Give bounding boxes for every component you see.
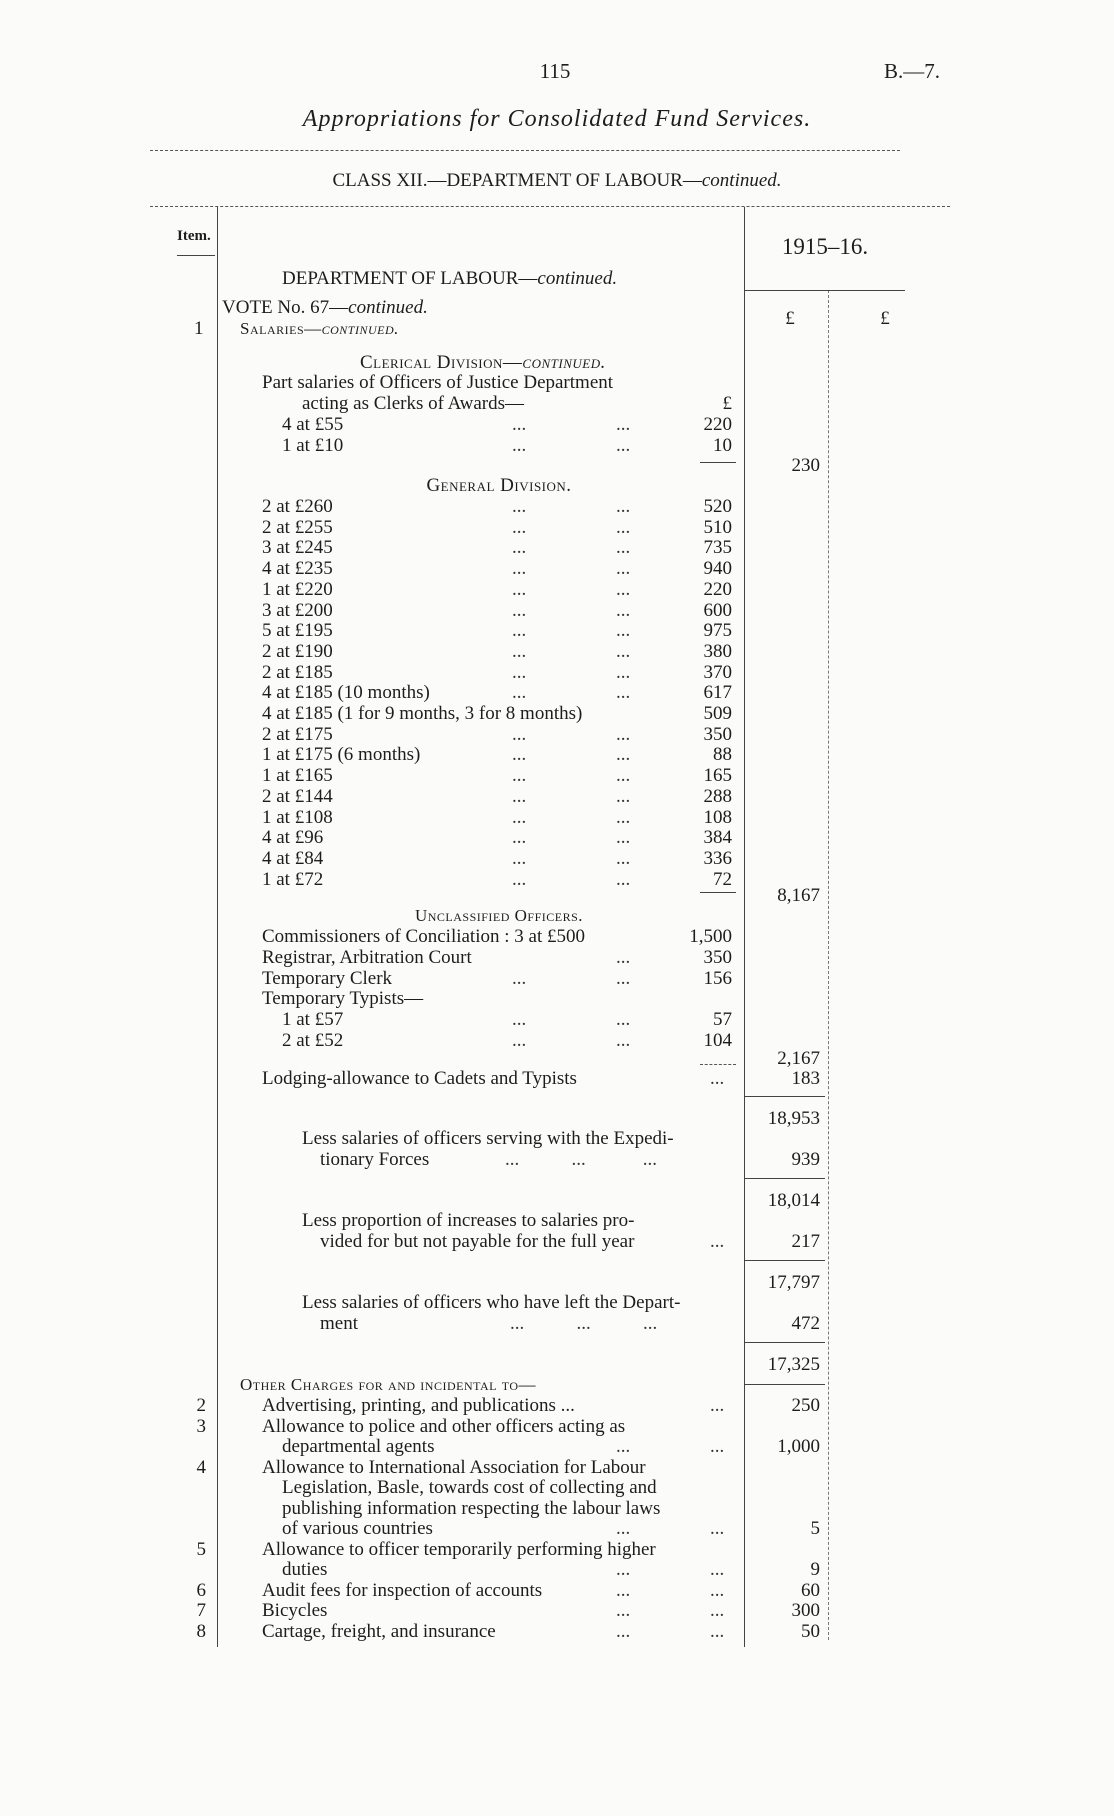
typists-label: Temporary Typists— [262,988,424,1009]
less-increases-line2: vided for but not payable for the full year [320,1231,635,1252]
general-row-label: 1 at £165 [262,765,333,787]
dot-leader: ... [616,868,631,890]
general-row-value: 975 [703,620,732,642]
dot-leader: ... [710,1436,725,1457]
other-item-number: 2 [196,1395,206,1416]
unclassified-row-value: 156 [703,968,732,989]
general-row-label: 2 at £190 [262,640,333,662]
dot-leader: ... [710,1620,725,1642]
clerical-total: 230 [791,455,820,476]
lodging-leader: ... [710,1068,725,1089]
clerical-row-value: 10 [713,435,732,456]
general-row-value: 520 [703,496,732,517]
unclassified-row-label: Registrar, Arbitration Court [262,947,472,968]
less-expeditionary-value: 939 [791,1149,820,1170]
dot-leader: ... [512,682,527,704]
subtotal-2: 18,014 [767,1190,820,1211]
subtotal-4: 17,325 [767,1354,820,1375]
dot-leader: ... [710,1600,725,1621]
item-header-rule [177,255,215,256]
dot-leader: ... [616,947,631,968]
vote-heading: VOTE No. 67—continued. [222,297,428,318]
subtotal4-rule [745,1342,825,1343]
dot-leader: ... [512,827,527,849]
dot-leader: ... [512,868,527,890]
lodging-label: Lodging-allowance to Cadets and Typists [262,1068,577,1089]
dot-leader: ... [512,785,527,807]
dot-leader: ... [512,599,527,621]
typist-row-label: 2 at £52 [282,1030,344,1051]
general-heading: General Division. [426,475,572,496]
general-total: 8,167 [777,885,820,906]
other-item-value: 1,000 [777,1436,820,1457]
general-row-label: 4 at £185 (1 for 9 months, 3 for 8 months) [262,703,583,724]
dot-leader: ... [512,537,527,559]
clerical-row-label: 1 at £10 [282,435,344,456]
dot-leader: ... [512,496,527,517]
dot-leader: ... [616,620,631,642]
other-item-text: Audit fees for inspection of accounts [262,1579,543,1601]
clerical-desc-1: Part salaries of Officers of Justice Department [262,372,614,393]
dot-leader: ... [616,1009,631,1030]
dot-leader: ... [616,516,631,538]
other-item-text: Cartage, freight, and insurance [262,1620,496,1642]
general-row-value: 509 [703,703,732,724]
other-item-number: 4 [196,1456,206,1478]
lodging-value: 183 [791,1068,820,1089]
typist-row-label: 1 at £57 [282,1009,344,1030]
less-increases-value: 217 [791,1231,820,1252]
general-row-label: 3 at £200 [262,599,333,621]
dot-leader: ... [512,723,527,745]
other-item-text: publishing information respecting the labour laws [282,1497,661,1519]
unclassified-rule [700,1064,736,1065]
less-expeditionary-line2: tionary Forces [320,1149,430,1170]
general-row-value: 380 [703,640,732,662]
other-item-value: 300 [791,1600,820,1621]
dot-leader: ... [710,1518,725,1539]
general-row-value: 940 [703,558,732,580]
other-item-text: of various countries [282,1518,433,1539]
other-item-text: Advertising, printing, and publications ... [262,1395,575,1416]
general-row-value: 617 [703,682,732,704]
clerical-desc-2: acting as Clerks of Awards— [302,393,524,414]
other-item-value: 50 [801,1620,820,1642]
dot-leader: ... [616,1518,631,1539]
general-row-value: 165 [703,765,732,787]
other-item-text: Legislation, Basle, towards cost of collecting and [282,1477,657,1498]
dot-leader: ... [616,496,631,517]
unclassified-row-value: 1,500 [689,926,732,947]
dot-leader: ... [616,1436,631,1457]
year-underline [745,290,905,291]
dot-leader: ... [616,537,631,559]
less-expeditionary-line1: Less salaries of officers serving with the Expedi- [302,1128,674,1149]
salaries-heading: Salaries—continued. [240,319,399,338]
other-item-text: Bicycles [262,1600,328,1621]
dot-leader: ... [512,414,527,435]
general-row-label: 4 at £84 [262,847,324,869]
dot-leader: ... [710,1559,725,1580]
general-row-value: 370 [703,661,732,683]
less-left-value: 472 [791,1313,820,1334]
dot-leader: ... [616,661,631,683]
general-row-value: 108 [703,806,732,828]
subtotal2-rule [745,1178,825,1179]
dot-leader: ... [616,785,631,807]
dot-leader: ... [616,806,631,828]
other-item-number: 7 [196,1600,206,1621]
general-row-value: 220 [703,578,732,600]
other-item-number: 8 [196,1620,206,1642]
general-row-label: 4 at £185 (10 months) [262,682,430,704]
dot-leader: ... [512,968,527,989]
other-item-value: 250 [791,1395,820,1416]
item-header: Item. [177,228,211,244]
dot-leader: ... [512,765,527,787]
dot-leader: ... [616,1620,631,1642]
year-header: 1915–16. [781,234,869,259]
dot-leader: ... [512,620,527,642]
dot-leader: ... [616,414,631,435]
general-row-label: 5 at £195 [262,620,333,642]
general-row-label: 1 at £72 [262,868,324,890]
dot-leader: ... [616,744,631,766]
less3-leader: ... ... ... [510,1313,658,1334]
dot-leader: ... [616,578,631,600]
clerical-pound: £ [722,393,732,414]
dot-leader: ... [512,661,527,683]
general-row-value: 735 [703,537,732,559]
dot-leader: ... [616,968,631,989]
amount-column-rule [744,207,745,1647]
other-item-number: 6 [196,1579,206,1601]
pound-column-1: £ [785,308,795,329]
general-row-label: 2 at £144 [262,785,333,807]
general-row-label: 3 at £245 [262,537,333,559]
general-row-label: 4 at £96 [262,827,324,849]
general-row-label: 4 at £235 [262,558,333,580]
general-row-label: 1 at £108 [262,806,333,828]
dot-leader: ... [616,723,631,745]
dot-leader: ... [512,744,527,766]
general-row-label: 2 at £175 [262,723,333,745]
clerical-rule [700,462,736,463]
amount-split-rule [828,290,829,1640]
clerical-row-label: 4 at £55 [282,414,344,435]
subtotal-1: 18,953 [767,1108,820,1129]
general-row-value: 600 [703,599,732,621]
dot-leader: ... [616,435,631,456]
typist-row-value: 104 [703,1030,732,1051]
dot-leader: ... [616,1579,631,1601]
less-left-line2: ment [320,1313,358,1334]
class-heading: CLASS XII.—DEPARTMENT OF LABOUR—continued. [332,170,782,191]
unclassified-total: 2,167 [777,1048,820,1069]
dot-leader: ... [710,1579,725,1601]
less1-leader: ... ... ... [505,1149,657,1170]
other-item-value: 9 [810,1559,820,1580]
dot-leader: ... [616,599,631,621]
general-row-label: 2 at £185 [262,661,333,683]
clerical-heading: Clerical Division—continued. [360,352,606,373]
general-row-label: 2 at £255 [262,516,333,538]
typist-row-value: 57 [713,1009,732,1030]
general-row-label: 1 at £175 (6 months) [262,744,421,766]
page-title: Appropriations for Consolidated Fund Services. [302,106,812,132]
other-item-text: Allowance to officer temporarily performing higher [262,1538,656,1560]
table-top-rule [150,206,950,207]
unclassified-row-value: 350 [703,947,732,968]
title-rule [150,150,900,151]
other-charges-rule [745,1384,825,1385]
dot-leader: ... [512,516,527,538]
clerical-row-value: 220 [703,414,732,435]
general-row-value: 88 [713,744,732,766]
subtotal1-rule [745,1096,825,1097]
dot-leader: ... [512,1030,527,1051]
dot-leader: ... [512,640,527,662]
general-row-value: 336 [703,847,732,869]
unclassified-row-label: Commissioners of Conciliation : 3 at £500 [262,926,585,947]
subtotal3-rule [745,1260,825,1261]
page-number: 115 [539,59,571,83]
unclassified-heading: Unclassified Officers. [414,906,584,925]
general-rule [700,892,736,893]
subtotal-3: 17,797 [767,1272,820,1293]
less-left-line1: Less salaries of officers who have left the Depart- [302,1292,681,1313]
other-item-text: duties [282,1559,328,1580]
dot-leader: ... [512,435,527,456]
general-row-label: 1 at £220 [262,578,333,600]
dot-leader: ... [512,847,527,869]
other-item-text: Allowance to police and other officers acting as [262,1415,626,1437]
dot-leader: ... [616,682,631,704]
dot-leader: ... [512,806,527,828]
item-column-rule [217,207,218,1647]
general-row-value: 72 [713,868,732,890]
pound-column-2: £ [880,308,890,329]
dot-leader: ... [512,558,527,580]
unclassified-row-label: Temporary Clerk [262,968,393,989]
general-row-value: 510 [703,516,732,538]
general-row-value: 384 [703,827,732,849]
other-item-text: departmental agents [282,1436,435,1457]
department-heading: DEPARTMENT OF LABOUR—continued. [282,268,618,289]
dot-leader: ... [616,1030,631,1051]
less2-leader: ... [710,1231,725,1252]
dot-leader: ... [512,578,527,600]
dot-leader: ... [616,1559,631,1580]
other-item-number: 3 [196,1415,206,1437]
item-number: 1 [194,318,204,339]
dot-leader: ... [616,558,631,580]
general-row-value: 350 [703,723,732,745]
dot-leader: ... [616,640,631,662]
dot-leader: ... [710,1395,725,1416]
general-row-value: 288 [703,785,732,807]
dot-leader: ... [616,847,631,869]
other-charges-heading: Other Charges for and incidental to— [240,1375,537,1394]
dot-leader: ... [512,1009,527,1030]
other-item-value: 60 [801,1579,820,1601]
dot-leader: ... [616,765,631,787]
general-row-label: 2 at £260 [262,496,333,517]
other-item-text: Allowance to International Association for Labour [262,1456,646,1478]
less-increases-line1: Less proportion of increases to salaries pro- [302,1210,635,1231]
dot-leader: ... [616,827,631,849]
document-reference: B.—7. [883,59,940,83]
other-item-value: 5 [810,1518,820,1539]
dot-leader: ... [616,1600,631,1621]
other-item-number: 5 [196,1538,206,1560]
